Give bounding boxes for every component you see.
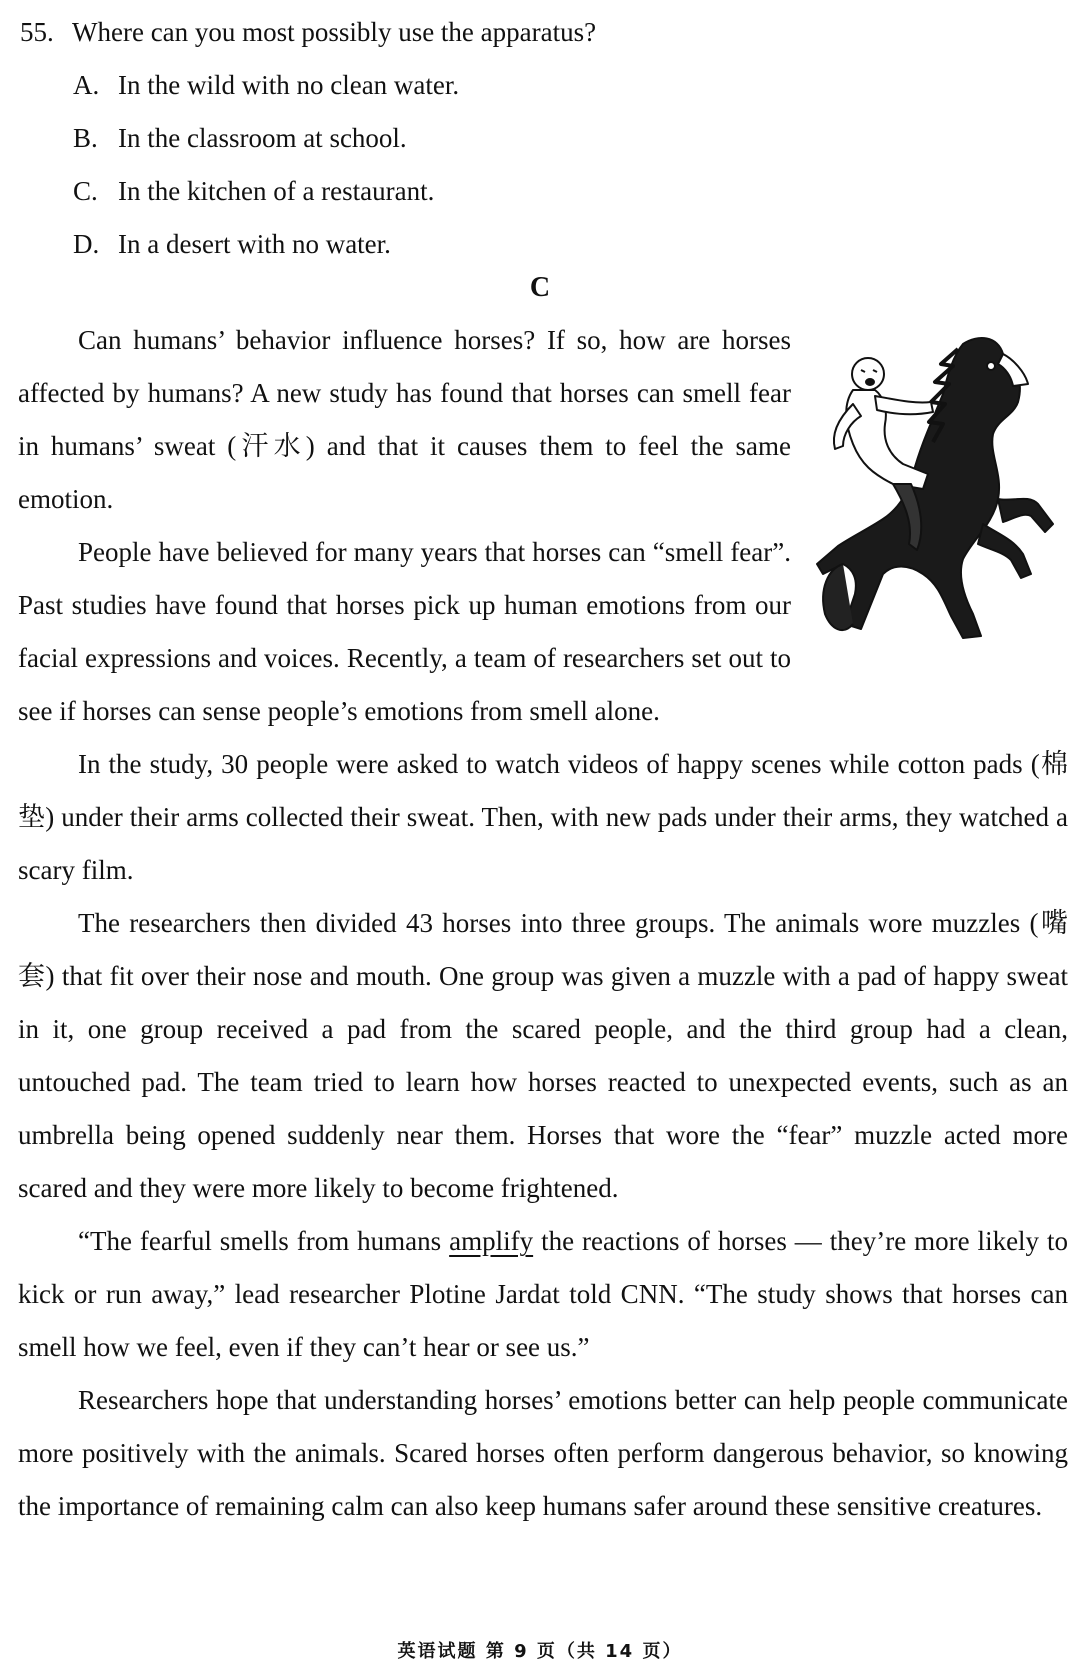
option-text: In the classroom at school. bbox=[118, 123, 407, 153]
option-d bbox=[20, 218, 1060, 271]
option-letter: B. bbox=[73, 123, 98, 153]
reading-passage bbox=[18, 314, 1068, 1533]
question-stem bbox=[20, 6, 1060, 59]
option-letter: C. bbox=[73, 176, 98, 206]
paragraph-5-start: “The fearful smells from humans bbox=[78, 1226, 450, 1256]
rearing-horse-with-frightened-rider-icon bbox=[813, 324, 1068, 642]
option-b bbox=[20, 112, 1060, 165]
option-text: In the wild with no clean water. bbox=[118, 70, 460, 100]
option-c bbox=[20, 165, 1060, 218]
paragraph-2: People have believed for many years that horses can “smell fear”. Past studies have found that horses pick up human emotions from our facial expressions and voices. Recently, a team of researchers set out to see if horses can sense people’s emotions from smell alone. bbox=[18, 537, 791, 726]
option-text: In a desert with no water. bbox=[118, 229, 391, 259]
underlined-word: amplify bbox=[449, 1226, 534, 1256]
question-55 bbox=[20, 6, 1060, 271]
paragraph-3: In the study, 30 people were asked to watch videos of happy scenes while cotton pads (棉垫) under their arms collected their sweat. Then, with new pads under their arms, they watched a scary film. bbox=[18, 749, 1068, 885]
option-text: In the kitchen of a restaurant. bbox=[118, 176, 435, 206]
option-letter: D. bbox=[73, 229, 100, 259]
question-text: Where can you most possibly use the apparatus? bbox=[72, 17, 597, 47]
option-letter: A. bbox=[73, 70, 100, 100]
question-number: 55. bbox=[20, 17, 54, 47]
option-a bbox=[20, 59, 1060, 112]
paragraph-6: Researchers hope that understanding horses’ emotions better can help people communicate more positively with the animals. Scared horses often perform dangerous behavior, so knowing the importance of remaining calm can also keep humans safer around these sensitive creatures. bbox=[18, 1385, 1068, 1521]
paragraph-5 bbox=[18, 1215, 1068, 1374]
paragraph-5-end: the reactions of horses — they’re more likely to kick or run away,” lead researcher Plotine Jardat told CNN. “The study shows that horses can smell how we feel, even if they can’t hear or see us.” bbox=[18, 1226, 1069, 1362]
section-heading: C bbox=[529, 272, 551, 303]
paragraph-4: The researchers then divided 43 horses into three groups. The animals wore muzzles (嘴套) that fit over their nose and mouth. One group was given a muzzle with a pad of happy sweat in it, one group received a pad from the scared people, and the third group had a clean, untouched pad. The team tried to learn how horses reacted to unexpected events, such as an umbrella being opened suddenly near them. Horses that wore the “fear” muzzle acted more scared and they were more likely to become frightened. bbox=[18, 908, 1068, 1203]
paragraph-1: Can humans’ behavior influence horses? If so, how are horses affected by humans? A new study has found that horses can smell fear in humans’ sweat (汗水) and that it causes them to feel the same emotion. bbox=[18, 325, 791, 514]
page-footer: 英语试题 第 9 页（共 14 页） bbox=[397, 1641, 683, 1662]
